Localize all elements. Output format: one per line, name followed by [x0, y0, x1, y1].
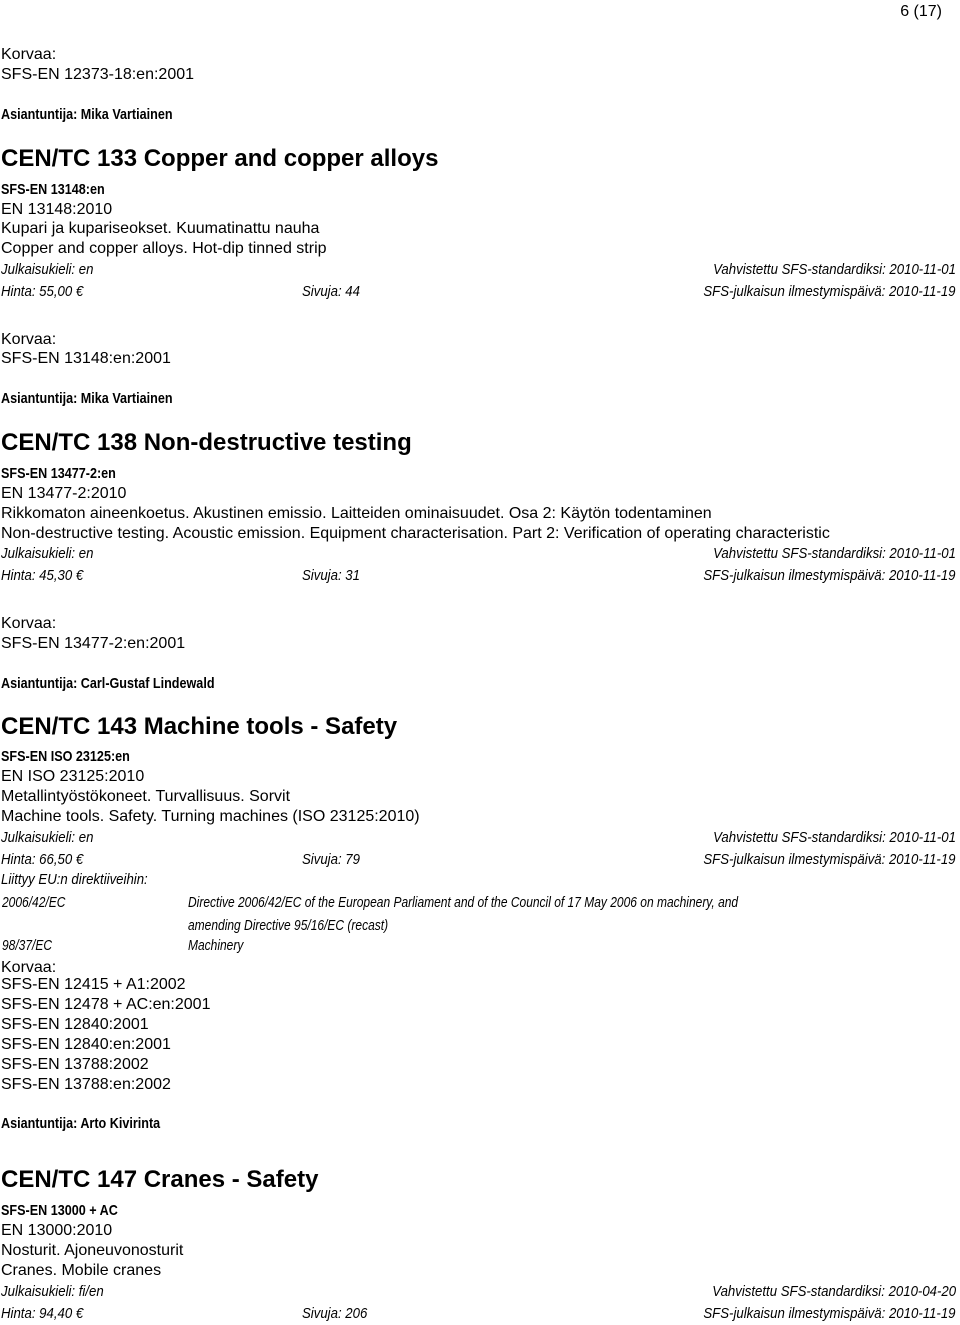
expert-line: Asiantuntija: Mika Vartiainen [1, 390, 173, 407]
replaced-standard: SFS-EN 13788:2002 [1, 1056, 149, 1073]
title-finnish: Rikkomaton aineenkoetus. Akustinen emissio. Laitteiden ominaisuudet. Osa 2: Käytön todentaminen [1, 505, 712, 522]
title-finnish: Kupari ja kupariseokset. Kuumatinattu nauha [1, 220, 320, 237]
standard-id: SFS-EN 13477-2:en [1, 465, 116, 482]
replaced-standard: SFS-EN 13477-2:en:2001 [1, 635, 186, 652]
directive-text: amending Directive 95/16/EC (recast) [188, 917, 389, 934]
price: Hinta: 94,40 € [1, 1305, 84, 1322]
expert-line: Asiantuntija: Mika Vartiainen [1, 106, 173, 123]
title-finnish: Metallintyöstökoneet. Turvallisuus. Sorvit [1, 788, 291, 805]
expert-line: Asiantuntija: Carl-Gustaf Lindewald [1, 675, 215, 692]
standard-id: SFS-EN 13148:en [1, 181, 105, 198]
replaced-standard: SFS-EN 13788:en:2002 [1, 1076, 171, 1093]
en-reference: EN 13148:2010 [1, 201, 113, 218]
publication-language: Julkaisukieli: fi/en [1, 1283, 104, 1300]
page-count: Sivuja: 31 [302, 567, 360, 584]
price: Hinta: 55,00 € [1, 283, 84, 300]
section-heading: CEN/TC 143 Machine tools - Safety [1, 713, 398, 740]
page-count: Sivuja: 79 [302, 851, 360, 868]
replaced-standard: SFS-EN 13148:en:2001 [1, 350, 171, 367]
title-english: Copper and copper alloys. Hot-dip tinned strip [1, 240, 327, 257]
confirmed-date: Vahvistettu SFS-standardiksi: 2010-04-20 [712, 1283, 956, 1300]
directive-code: 98/37/EC [2, 937, 53, 954]
page-number: 6 (17) [900, 3, 942, 20]
replaced-standard: SFS-EN 12840:en:2001 [1, 1036, 171, 1053]
confirmed-date: Vahvistettu SFS-standardiksi: 2010-11-01 [713, 261, 956, 278]
announcement-date: SFS-julkaisun ilmestymispäivä: 2010-11-19 [703, 851, 956, 868]
en-reference: EN 13000:2010 [1, 1222, 113, 1239]
title-english: Cranes. Mobile cranes [1, 1262, 162, 1279]
confirmed-date: Vahvistettu SFS-standardiksi: 2010-11-01 [713, 829, 956, 846]
standard-id: SFS-EN ISO 23125:en [1, 748, 130, 765]
replaces-label: Korvaa: [1, 331, 57, 348]
replaces-label: Korvaa: [1, 46, 57, 63]
replaces-label: Korvaa: [1, 615, 57, 632]
publication-language: Julkaisukieli: en [1, 829, 94, 846]
replaces-label: Korvaa: [1, 959, 57, 976]
replaced-standard: SFS-EN 12478 + AC:en:2001 [1, 996, 211, 1013]
directive-code: 2006/42/EC [2, 894, 66, 911]
announcement-date: SFS-julkaisun ilmestymispäivä: 2010-11-19 [703, 1305, 956, 1322]
section-heading: CEN/TC 147 Cranes - Safety [1, 1166, 319, 1193]
section-heading: CEN/TC 133 Copper and copper alloys [1, 145, 439, 172]
price: Hinta: 66,50 € [1, 851, 84, 868]
standard-id: SFS-EN 13000 + AC [1, 1202, 118, 1219]
announcement-date: SFS-julkaisun ilmestymispäivä: 2010-11-19 [703, 283, 956, 300]
section-heading: CEN/TC 138 Non-destructive testing [1, 429, 412, 456]
announcement-date: SFS-julkaisun ilmestymispäivä: 2010-11-19 [703, 567, 956, 584]
page-count: Sivuja: 44 [302, 283, 360, 300]
en-reference: EN ISO 23125:2010 [1, 768, 145, 785]
price: Hinta: 45,30 € [1, 567, 84, 584]
replaced-standard: SFS-EN 12415 + A1:2002 [1, 976, 186, 993]
title-english: Non-destructive testing. Acoustic emission. Equipment characterisation. Part 2: Verification of operating characteristic [1, 525, 830, 542]
publication-language: Julkaisukieli: en [1, 261, 94, 278]
expert-line: Asiantuntija: Arto Kivirinta [1, 1115, 161, 1132]
directive-text: Machinery [188, 937, 244, 954]
directives-label: Liittyy EU:n direktiiveihin: [1, 871, 148, 888]
title-english: Machine tools. Safety. Turning machines (ISO 23125:2010) [1, 808, 420, 825]
replaced-standard: SFS-EN 12840:2001 [1, 1016, 149, 1033]
publication-language: Julkaisukieli: en [1, 545, 94, 562]
directive-text: Directive 2006/42/EC of the European Parliament and of the Council of 17 May 2006 on machinery, and [188, 894, 739, 911]
en-reference: EN 13477-2:2010 [1, 485, 127, 502]
title-finnish: Nosturit. Ajoneuvonosturit [1, 1242, 184, 1259]
page-count: Sivuja: 206 [302, 1305, 368, 1322]
replaced-standard: SFS-EN 12373-18:en:2001 [1, 66, 195, 83]
confirmed-date: Vahvistettu SFS-standardiksi: 2010-11-01 [713, 545, 956, 562]
